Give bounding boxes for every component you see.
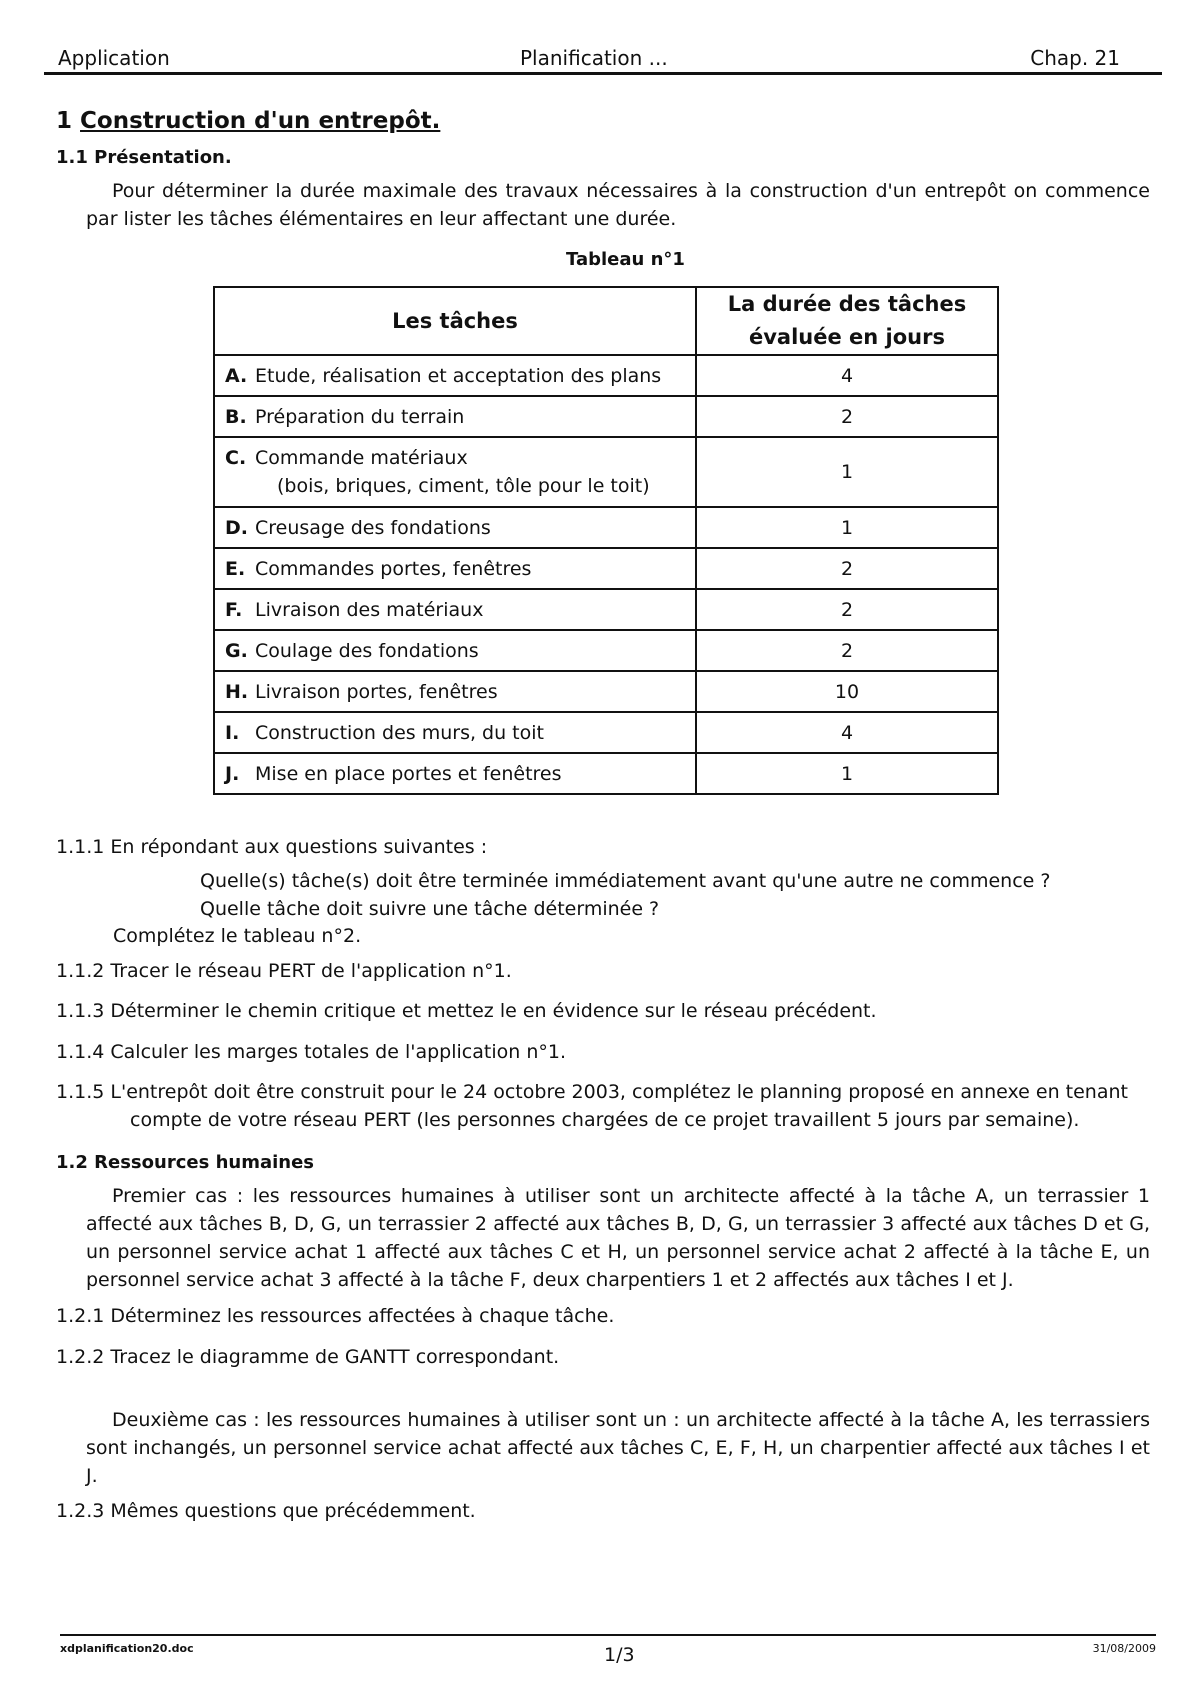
duration-cell: 4: [696, 355, 998, 396]
task-cell: [214, 396, 696, 437]
section-number: 1: [56, 108, 73, 134]
duration-cell: 2: [696, 548, 998, 589]
task-letter: A.: [225, 364, 248, 387]
table-row: [214, 548, 998, 589]
header-duration: [696, 287, 998, 355]
header-tasks: Les tâches: [214, 287, 696, 355]
task-subtext: (bois, briques, ciment, tôle pour le toit): [277, 475, 650, 497]
task-text: Etude, réalisation et acceptation des plans: [255, 364, 662, 387]
table-row: [214, 712, 998, 753]
question-1-1-1: 1.1.1 En répondant aux questions suivantes :: [56, 836, 488, 858]
task-letter: B.: [225, 405, 247, 428]
task-letter: G.: [225, 639, 248, 662]
table-row: [214, 396, 998, 437]
task-letter: H.: [225, 680, 249, 703]
question-1-2-3: 1.2.3 Mêmes questions que précédemment.: [56, 1500, 476, 1522]
task-cell: [214, 671, 696, 712]
table-row: [214, 753, 998, 794]
task-letter: F.: [225, 598, 243, 621]
task-letter: I.: [225, 721, 240, 744]
task-text: Commandes portes, fenêtres: [255, 557, 532, 580]
case1-paragraph: Premier cas : les ressources humaines à utiliser sont un architecte affecté à la tâche A, un terrassier 1 affecté aux tâches B, D, G, un terrassier 2 affecté aux tâches B, D, G, un terrassier 3 affecté aux tâches D et G, un personnel service achat 1 affecté aux tâches C et H, un personnel service achat 2 affecté à la tâche E, un personnel service achat 3 affecté à la tâche F, deux charpentiers 1 et 2 affectés aux tâches I et J.: [86, 1185, 1150, 1291]
task-text: Coulage des fondations: [255, 639, 479, 662]
header-left: Application: [58, 46, 170, 70]
question-1-1-1-b: Quelle tâche doit suivre une tâche déterminée ?: [200, 898, 660, 920]
question-1-1-1-c: Complétez le tableau n°2.: [113, 925, 362, 947]
task-text: Mise en place portes et fenêtres: [255, 762, 562, 785]
header-center: Planification ...: [520, 46, 668, 70]
table-row: [214, 671, 998, 712]
table-caption: Tableau n°1: [566, 249, 685, 270]
intro-paragraph: Pour déterminer la durée maximale des travaux nécessaires à la construction d'un entrepôt on commence par lister les tâches élémentaires en leur affectant une durée.: [86, 180, 1150, 230]
header-duration-line1: La durée des tâches: [727, 292, 967, 316]
duration-cell: 10: [696, 671, 998, 712]
table-row: [214, 355, 998, 396]
page-footer: [60, 1634, 1156, 1666]
duration-cell: 2: [696, 630, 998, 671]
duration-cell: 1: [696, 753, 998, 794]
task-text: Creusage des fondations: [255, 516, 491, 539]
page-header: [44, 44, 1162, 75]
table-row: [214, 507, 998, 548]
subsection-title-presentation: 1.1 Présentation.: [56, 147, 232, 168]
question-1-2-1: 1.2.1 Déterminez les ressources affectées à chaque tâche.: [56, 1305, 615, 1327]
table-row: [214, 589, 998, 630]
section-title-text: Construction d'un entrepôt.: [80, 108, 441, 134]
question-1-1-1-a: Quelle(s) tâche(s) doit être terminée immédiatement avant qu'une autre ne commence ?: [200, 870, 1051, 892]
task-letter: D.: [225, 516, 248, 539]
task-letter: J.: [225, 762, 240, 785]
question-1-2-2: 1.2.2 Tracez le diagramme de GANTT correspondant.: [56, 1346, 560, 1368]
table-header-row: [214, 287, 998, 355]
task-cell: [214, 437, 696, 507]
table-row: [214, 630, 998, 671]
header-duration-line2: évaluée en jours: [749, 325, 945, 349]
duration-cell: 2: [696, 589, 998, 630]
case2-paragraph: Deuxième cas : les ressources humaines à utiliser sont un : un architecte affecté à la tâche A, les terrassiers sont inchangés, un personnel service achat affecté aux tâches C, E, F, H, un charpentier affecté aux tâches I et J.: [86, 1409, 1150, 1487]
header-right: Chap. 21: [1030, 46, 1120, 70]
task-cell: [214, 712, 696, 753]
footer-filename: xdplanification20.doc: [60, 1642, 194, 1655]
task-text: Construction des murs, du toit: [255, 721, 544, 744]
table-row: [214, 437, 998, 507]
question-1-1-2: 1.1.2 Tracer le réseau PERT de l'application n°1.: [56, 960, 512, 982]
subsection-title-resources: 1.2 Ressources humaines: [56, 1152, 315, 1173]
task-cell: [214, 589, 696, 630]
task-text: Préparation du terrain: [255, 405, 465, 428]
question-1-1-3: 1.1.3 Déterminer le chemin critique et mettez le en évidence sur le réseau précédent.: [56, 1000, 877, 1022]
question-1-1-4: 1.1.4 Calculer les marges totales de l'application n°1.: [56, 1041, 566, 1063]
tasks-table: [213, 286, 999, 795]
task-cell: [214, 630, 696, 671]
duration-cell: 4: [696, 712, 998, 753]
duration-cell: 1: [696, 437, 998, 507]
footer-date: 31/08/2009: [1092, 1642, 1156, 1655]
task-letter: E.: [225, 557, 246, 580]
task-text: Livraison des matériaux: [255, 598, 484, 621]
task-cell: [214, 548, 696, 589]
task-cell: [214, 355, 696, 396]
task-text: Livraison portes, fenêtres: [255, 680, 498, 703]
task-letter: C.: [225, 447, 247, 469]
question-1-1-5-line2: compte de votre réseau PERT (les personnes chargées de ce projet travaillent 5 jours par semaine).: [130, 1109, 1080, 1131]
duration-cell: 1: [696, 507, 998, 548]
task-cell: [214, 753, 696, 794]
footer-page-number: 1/3: [604, 1644, 635, 1666]
section-title: [56, 108, 440, 134]
task-cell: [214, 507, 696, 548]
question-1-1-5-line1: 1.1.5 L'entrepôt doit être construit pour le 24 octobre 2003, complétez le planning proposé en annexe en tenant: [56, 1081, 1128, 1103]
task-text: Commande matériaux: [255, 447, 468, 469]
duration-cell: 2: [696, 396, 998, 437]
